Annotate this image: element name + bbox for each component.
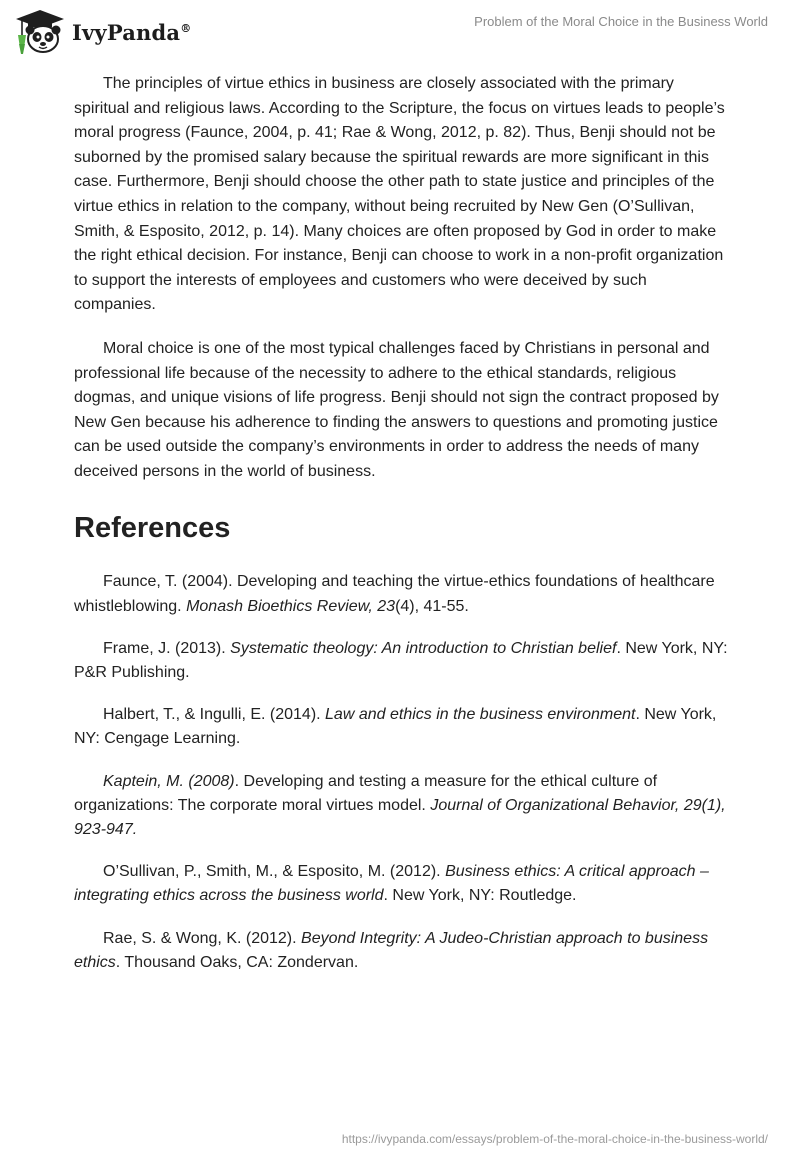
source-url[interactable]: https://ivypanda.com/essays/problem-of-the-moral-choice-in-the-business-world/ xyxy=(341,1132,768,1146)
reference-entry: Frame, J. (2013). Systematic theology: An introduction to Christian belief. New York, NY: P&R Publishing. xyxy=(74,639,728,681)
panda-graduation-cap-icon xyxy=(14,8,66,56)
registered-mark: ® xyxy=(180,21,192,35)
brand-name: IvyPanda® xyxy=(72,19,192,45)
reference-entry: Rae, S. & Wong, K. (2012). Beyond Integrity: A Judeo-Christian approach to business ethics. Thousand Oaks, CA: Zondervan. xyxy=(74,929,709,971)
reference-entry: Halbert, T., & Ingulli, E. (2014). Law and ethics in the business environment. New York, NY: Cengage Learning. xyxy=(74,706,717,748)
body-paragraph: The principles of virtue ethics in business are closely associated with the primary spiritual and religious laws. According to the Scripture, the focus on virtues leads to people’s moral progress (Faunce, 2004, p. 41; Rae & Wong, 2012, p. 82). Thus, Benji should not be suborned by the promised salary because the spiritual rewards are more significant in this case. Furthermore, Benji should choose the other path to state justice and principles of the virtue ethics in relation to the company, without being recruited by New Gen (O’Sullivan, Smith, & Esposito, 2012, p. 14). Many choices are often proposed by God in order to make the right ethical decision. For instance, Benji can choose to work in a non-profit organization to support the interests of employees and customers who were deceived by such companies. xyxy=(74,75,725,314)
reference-entry: O’Sullivan, P., Smith, M., & Esposito, M. (2012). Business ethics: A critical approach – integrating ethics across the business world. New York, NY: Routledge. xyxy=(74,863,709,905)
logo[interactable] xyxy=(14,8,191,56)
body-paragraph: Moral choice is one of the most typical challenges faced by Christians in personal and professional life because of the necessity to adhere to the ethical standards, religious dogmas, and unique visions of life progress. Benji should not sign the contract proposed by New Gen because his adherence to finding the answers to questions and promoting justice can be used outside the company’s environments in order to address the needs of many deceived persons in the world of business. xyxy=(74,339,719,480)
reference-entry: Kaptein, M. (2008). Developing and testing a measure for the ethical culture of organizations: The corporate moral virtues model. Journal of Organizational Behavior, 29(1), 923-947. xyxy=(74,772,726,839)
references-heading: References xyxy=(74,511,231,544)
page-header xyxy=(0,0,800,60)
reference-entry: Faunce, T. (2004). Developing and teaching the virtue-ethics foundations of healthcare whistleblowing. Monash Bioethics Review, 23(4), 41-55. xyxy=(74,573,715,615)
document-title: Problem of the Moral Choice in the Business World xyxy=(474,14,768,29)
essay-content xyxy=(74,72,730,993)
